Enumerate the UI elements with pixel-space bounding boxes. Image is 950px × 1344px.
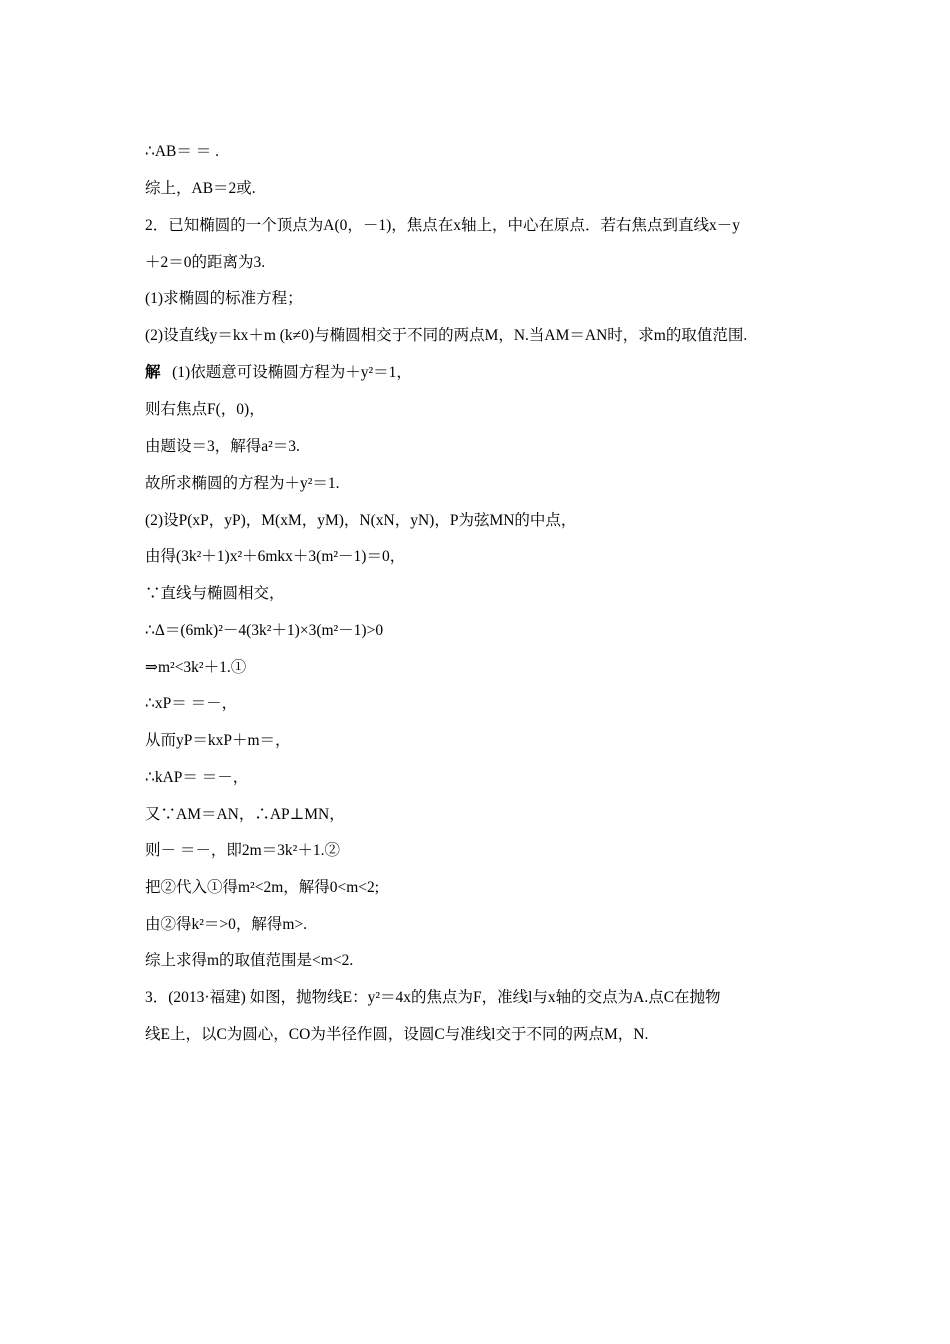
- line-text: ∴AB＝ ＝ .: [145, 143, 220, 160]
- problem-2-part-2: [145, 326, 815, 346]
- text-line: [145, 621, 815, 641]
- line-text: 把②代入①得m²<2m，解得0<m<2;: [145, 879, 380, 896]
- problem-2-part-1: [145, 289, 815, 309]
- line-text: 2．已知椭圆的一个顶点为A(0，－1)，焦点在x轴上，中心在原点．若右焦点到直线x－y: [145, 217, 741, 234]
- line-text: 由②得k²＝>0，解得m>.: [145, 916, 308, 933]
- text-line: [145, 400, 815, 420]
- line-text: 则－ ＝－，即2m＝3k²＋1.②: [145, 842, 340, 859]
- text-line: [145, 731, 815, 751]
- problem-3-line-1: [145, 988, 815, 1008]
- text-line: [145, 658, 815, 678]
- problem-3-line-2: [145, 1025, 815, 1045]
- text-line: [145, 951, 815, 971]
- line-text: 线E上，以C为圆心，CO为半径作圆，设圆C与准线l交于不同的两点M，N.: [145, 1026, 649, 1043]
- line-text: ⇒m²<3k²＋1.①: [145, 659, 247, 676]
- text-line: [145, 547, 815, 567]
- line-text: (1)求椭圆的标准方程；: [145, 290, 303, 307]
- text-line: [145, 805, 815, 825]
- line-text: ∵直线与椭圆相交，: [145, 585, 285, 602]
- line-text: 由题设＝3，解得a²＝3.: [145, 438, 300, 455]
- text-line: [145, 915, 815, 935]
- problem-2-line-1: [145, 216, 815, 236]
- line-text: (1)依题意可设椭圆方程为＋y²＝1，: [172, 364, 412, 381]
- line-text: 综上，AB＝2或.: [145, 180, 256, 197]
- text-line: [145, 584, 815, 604]
- text-line: [145, 179, 815, 199]
- line-text: ∴xP＝ ＝－，: [145, 695, 238, 712]
- text-line: [145, 437, 815, 457]
- line-text: (2)设直线y＝kx＋m (k≠0)与椭圆相交于不同的两点M，N.当AM＝AN时，求m的取值范围.: [145, 327, 748, 344]
- text-line: [145, 511, 815, 531]
- line-text: 综上求得m的取值范围是<m<2.: [145, 952, 354, 969]
- line-text: 从而yP＝kxP＋m＝，: [145, 732, 291, 749]
- line-text: ∴Δ＝(6mk)²－4(3k²＋1)×3(m²－1)>0: [145, 622, 384, 639]
- text-line: [145, 474, 815, 494]
- text-line: [145, 841, 815, 861]
- solution-label: 解: [145, 364, 161, 381]
- line-text: 3．(2013·福建) 如图，抛物线E：y²＝4x的焦点为F，准线l与x轴的交点为A.点C在抛物: [145, 989, 721, 1006]
- line-text: 由得(3k²＋1)x²＋6mkx＋3(m²－1)＝0，: [145, 548, 406, 565]
- text-line: [145, 694, 815, 714]
- line-text: ∴kAP＝ ＝－，: [145, 769, 249, 786]
- line-text: 故所求椭圆的方程为＋y²＝1.: [145, 475, 340, 492]
- text-line: [145, 142, 815, 162]
- solution-start: [145, 363, 815, 383]
- line-text: 则右焦点F(，0)，: [145, 401, 265, 418]
- problem-2-line-2: [145, 253, 815, 273]
- line-text: 又∵AM＝AN，∴AP⊥MN，: [145, 806, 345, 823]
- text-line: [145, 768, 815, 788]
- text-line: [145, 878, 815, 898]
- line-text: ＋2＝0的距离为3.: [145, 254, 266, 271]
- line-text: (2)设P(xP，yP)，M(xM，yM)，N(xN，yN)，P为弦MN的中点，: [145, 512, 577, 529]
